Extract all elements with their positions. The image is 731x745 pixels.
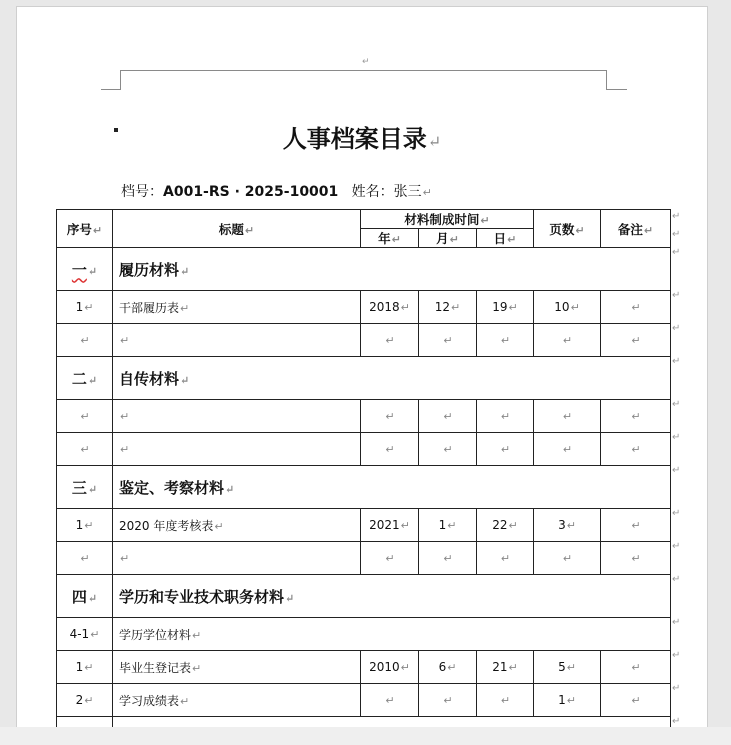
row-end-mark: ↵: [672, 508, 681, 519]
paragraph-mark: ↵: [422, 186, 432, 199]
cell-title[interactable]: 2020 年度考核表↵: [113, 509, 361, 542]
row-end-mark: ↵: [672, 211, 681, 222]
table-row: [57, 509, 671, 542]
header-title: 标题↵: [113, 210, 361, 248]
cell-title[interactable]: 学习成绩表↵: [113, 684, 361, 717]
cell-year[interactable]: ↵: [361, 400, 419, 433]
cell-pages[interactable]: ↵: [534, 542, 601, 575]
header-day: 日↵: [477, 229, 534, 248]
cell-title[interactable]: ↵: [113, 324, 361, 357]
header-month: 月↵: [419, 229, 477, 248]
section-number[interactable]: 一↵: [57, 248, 113, 291]
cell-month[interactable]: 12↵: [419, 291, 477, 324]
cell-remarks[interactable]: ↵: [601, 400, 671, 433]
table-row: [57, 400, 671, 433]
cell-pages[interactable]: 5↵: [534, 651, 601, 684]
section-row: [57, 357, 671, 400]
cell-month[interactable]: ↵: [419, 542, 477, 575]
cell-index[interactable]: 1↵: [57, 651, 113, 684]
header-line: [120, 70, 607, 71]
cell-pages[interactable]: ↵: [534, 400, 601, 433]
row-end-mark: ↵: [672, 541, 681, 552]
cell-pages[interactable]: 10↵: [534, 291, 601, 324]
cell-year[interactable]: ↵: [361, 324, 419, 357]
header-paragraph-mark: ↵: [362, 57, 370, 67]
document-page: [16, 6, 708, 745]
cell-month[interactable]: ↵: [419, 433, 477, 466]
section-number[interactable]: 四↵: [57, 575, 113, 618]
cell-year[interactable]: 2010↵: [361, 651, 419, 684]
cell-day[interactable]: ↵: [477, 324, 534, 357]
header-corner-right-h: [606, 89, 627, 90]
section-title[interactable]: 鉴定、考察材料↵: [113, 466, 671, 509]
table-row: [57, 651, 671, 684]
cell-remarks[interactable]: ↵: [601, 509, 671, 542]
cell-pages[interactable]: 3↵: [534, 509, 601, 542]
header-date-group: 材料制成时间↵: [361, 210, 534, 229]
cell-year[interactable]: 2018↵: [361, 291, 419, 324]
cell-title[interactable]: ↵: [113, 400, 361, 433]
cell-index[interactable]: 1↵: [57, 291, 113, 324]
section-title[interactable]: 自传材料↵: [113, 357, 671, 400]
cell-title[interactable]: 毕业生登记表↵: [113, 651, 361, 684]
cell-remarks[interactable]: ↵: [601, 542, 671, 575]
cell-month[interactable]: 1↵: [419, 509, 477, 542]
section-number[interactable]: 三↵: [57, 466, 113, 509]
cell-day[interactable]: 19↵: [477, 291, 534, 324]
section-title[interactable]: 履历材料↵: [113, 248, 671, 291]
section-number[interactable]: 二↵: [57, 357, 113, 400]
table-row: [57, 433, 671, 466]
cell-remarks[interactable]: ↵: [601, 324, 671, 357]
cell-index[interactable]: ↵: [57, 400, 113, 433]
header-corner-right-v: [606, 70, 607, 90]
cell-day[interactable]: ↵: [477, 684, 534, 717]
cell-pages[interactable]: ↵: [534, 433, 601, 466]
section-row: [57, 466, 671, 509]
subsection-title[interactable]: 学历学位材料↵: [113, 618, 671, 651]
file-no: A001-RS · 2025-10001: [163, 184, 339, 200]
cell-title[interactable]: ↵: [113, 433, 361, 466]
person-name: 张三: [393, 184, 422, 200]
cell-title[interactable]: ↵: [113, 542, 361, 575]
cell-day[interactable]: ↵: [477, 542, 534, 575]
row-end-mark: ↵: [672, 323, 681, 334]
cell-index[interactable]: 1↵: [57, 509, 113, 542]
section-row: [57, 248, 671, 291]
cell-remarks[interactable]: ↵: [601, 651, 671, 684]
section-title[interactable]: 学历和专业技术职务材料↵: [113, 575, 671, 618]
row-end-mark: ↵: [672, 399, 681, 410]
cell-year[interactable]: ↵: [361, 684, 419, 717]
header-remarks: 备注↵: [601, 210, 671, 248]
table-row: [57, 291, 671, 324]
paragraph-mark: ↵: [427, 132, 442, 151]
file-info-line[interactable]: [121, 181, 432, 201]
cell-month[interactable]: 6↵: [419, 651, 477, 684]
cell-remarks[interactable]: ↵: [601, 433, 671, 466]
subsection-index[interactable]: 4-1↵: [57, 618, 113, 651]
cell-day[interactable]: ↵: [477, 433, 534, 466]
title-text: 人事档案目录: [282, 124, 427, 153]
file-no-label: 档号：: [121, 184, 163, 200]
cell-pages[interactable]: ↵: [534, 324, 601, 357]
cell-year[interactable]: ↵: [361, 433, 419, 466]
cell-pages[interactable]: 1↵: [534, 684, 601, 717]
cell-day[interactable]: 22↵: [477, 509, 534, 542]
cell-year[interactable]: ↵: [361, 542, 419, 575]
cell-day[interactable]: ↵: [477, 400, 534, 433]
section-row: [57, 575, 671, 618]
cell-remarks[interactable]: ↵: [601, 684, 671, 717]
cell-index[interactable]: ↵: [57, 433, 113, 466]
cell-index[interactable]: ↵: [57, 324, 113, 357]
table-row: [57, 684, 671, 717]
header-pages: 页数↵: [534, 210, 601, 248]
row-end-mark: ↵: [672, 683, 681, 694]
cell-month[interactable]: ↵: [419, 324, 477, 357]
cell-month[interactable]: ↵: [419, 400, 477, 433]
header-year: 年↵: [361, 229, 419, 248]
row-end-mark: ↵: [672, 290, 681, 301]
row-end-mark: ↵: [672, 229, 681, 240]
table-body: [57, 248, 671, 745]
row-end-mark: ↵: [672, 432, 681, 443]
subsection-row: [57, 618, 671, 651]
archive-table: [56, 209, 671, 745]
cell-index[interactable]: ↵: [57, 542, 113, 575]
row-end-mark: ↵: [672, 465, 681, 476]
cell-day[interactable]: 21↵: [477, 651, 534, 684]
row-end-mark: ↵: [672, 574, 681, 585]
document-title[interactable]: [17, 119, 707, 154]
status-strip: [0, 727, 731, 745]
row-end-mark: ↵: [672, 650, 681, 661]
cell-year[interactable]: 2021↵: [361, 509, 419, 542]
header-corner-left-v: [120, 70, 121, 90]
header-index: 序号↵: [57, 210, 113, 248]
cell-title[interactable]: 干部履历表↵: [113, 291, 361, 324]
cell-index[interactable]: 2↵: [57, 684, 113, 717]
row-end-mark: ↵: [672, 356, 681, 367]
row-end-mark: ↵: [672, 247, 681, 258]
table-row: [57, 324, 671, 357]
table-row: [57, 542, 671, 575]
cell-month[interactable]: ↵: [419, 684, 477, 717]
header-corner-left-h: [101, 89, 121, 90]
row-end-mark: ↵: [672, 716, 681, 727]
name-label: 姓名：: [351, 184, 394, 200]
cell-remarks[interactable]: ↵: [601, 291, 671, 324]
row-end-mark: ↵: [672, 617, 681, 628]
